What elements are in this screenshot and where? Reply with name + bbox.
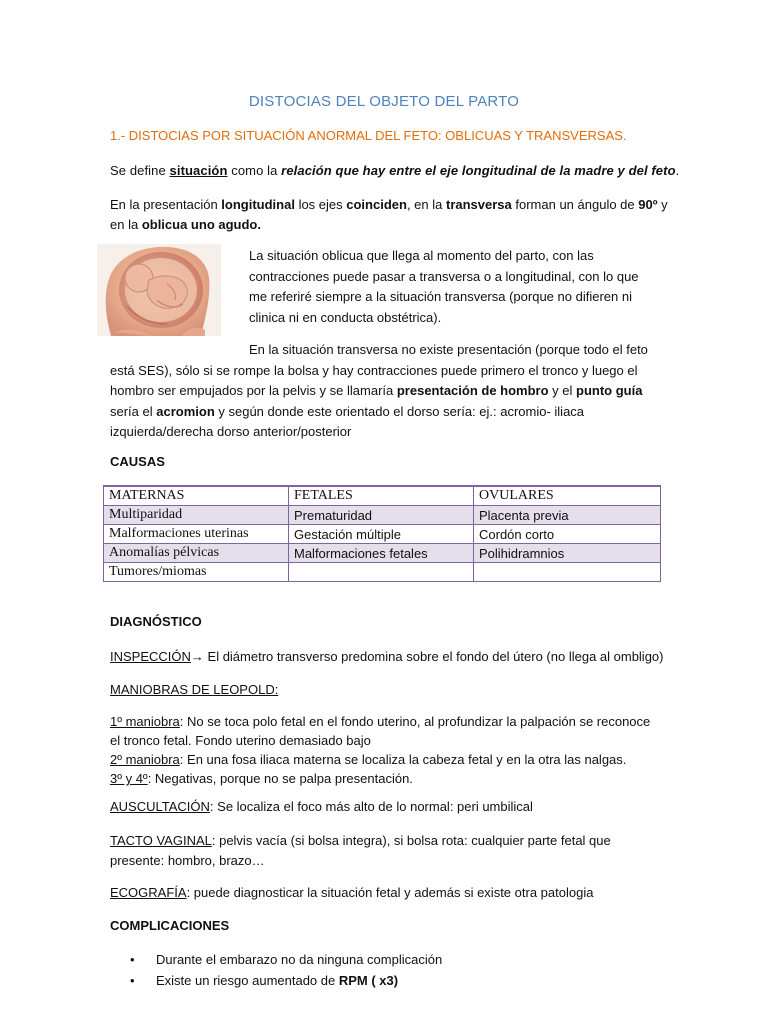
oblicua-paragraph: La situación oblicua que llega al momento del parto, con las contracciones puede pasar a transversa o a longitudinal, con lo que me referiré siempre a la situación transversa (porque no difieren ni clinica ni en conducta obstétrica).: [249, 248, 639, 325]
table-cell: Malformaciones uterinas: [104, 525, 289, 544]
table-cell: Gestación múltiple: [289, 525, 474, 544]
complicaciones-heading: COMPLICACIONES: [110, 918, 230, 933]
transversa-paragraph: En la situación transversa no existe presentación (porque todo el feto está SES), sólo si se rompe la bolsa y hay contracciones puede primero el tronco y luego el hombro ser empujados por la pelvis y se llamaría presentación de hombro y el punto guía sería el acromion y según donde este orientado el dorso sería: ej.: acromio- iliaca izquierda/derecha dorso anterior/posterior: [110, 342, 648, 439]
auscultacion-line: AUSCULTACIÓN: Se localiza el foco más alto de lo normal: peri umbilical: [110, 799, 533, 814]
table-cell: [289, 563, 474, 582]
table-row: [104, 525, 661, 544]
ecografia-line: ECOGRAFÍA: puede diagnosticar la situación fetal y además si existe otra patologia: [110, 885, 594, 900]
leopold-maneuvers: 1º maniobra: No se toca polo fetal en el fondo uterino, al profundizar la palpación se reconoce el tronco fetal. Fondo uterino demasiado bajo 2º maniobra: En una fosa iliaca materna se localiza la cabeza fetal y en la otra las nalgas. 3º y 4º: Negativas, porque no se palpa presentación.: [110, 714, 651, 786]
arrow-right-icon: →: [190, 649, 204, 664]
tacto-vaginal-paragraph: TACTO VAGINAL: pelvis vacía (si bolsa integra), si bolsa rota: cualquier parte fetal que presente: hombro, brazo…: [110, 833, 611, 868]
document-title: DISTOCIAS DEL OBJETO DEL PARTO: [248, 93, 520, 110]
longitudinal-paragraph: En la presentación longitudinal los ejes coinciden, en la transversa forman un ángulo de 90º y en la oblicua uno agudo.: [110, 197, 668, 232]
table-cell: Polihidramnios: [474, 544, 661, 563]
table-header-row: [104, 486, 661, 506]
leopold-heading: MANIOBRAS DE LEOPOLD:: [110, 682, 279, 697]
list-item: • Durante el embarazo no da ninguna complicación: [130, 949, 442, 970]
table-cell: Prematuridad: [289, 506, 474, 525]
table-header-cell: MATERNAS: [104, 486, 289, 506]
table-cell: [474, 563, 661, 582]
section-heading: 1.- DISTOCIAS POR SITUACIÓN ANORMAL DEL FETO: OBLICUAS Y TRANSVERSAS.: [110, 128, 627, 143]
table-header-cell: OVULARES: [474, 486, 661, 506]
table-row: [104, 544, 661, 563]
table-row: [104, 563, 661, 582]
diagnostico-heading: DIAGNÓSTICO: [110, 614, 202, 629]
term-situacion: situación: [169, 163, 228, 178]
table-cell: Placenta previa: [474, 506, 661, 525]
bullet-icon: •: [130, 973, 135, 988]
table-cell: Anomalías pélvicas: [104, 544, 289, 563]
list-item: • Existe un riesgo aumentado de RPM ( x3): [130, 970, 442, 991]
fetus-in-womb-illustration: [97, 244, 221, 336]
table-header-cell: FETALES: [289, 486, 474, 506]
definition-paragraph: Se define situación como la relación que hay entre el eje longitudinal de la madre y del feto.: [110, 163, 680, 178]
table-cell: Malformaciones fetales: [289, 544, 474, 563]
complicaciones-list: [130, 949, 442, 991]
table-cell: Multiparidad: [104, 506, 289, 525]
bullet-icon: •: [130, 952, 135, 967]
causas-heading: CAUSAS: [110, 454, 165, 469]
inspeccion-line: INSPECCIÓN→ El diámetro transverso predomina sobre el fondo del útero (no llega al ombligo): [110, 649, 664, 664]
causas-table: [103, 485, 661, 582]
table-cell: Cordón corto: [474, 525, 661, 544]
table-cell: Tumores/miomas: [104, 563, 289, 582]
table-row: [104, 506, 661, 525]
